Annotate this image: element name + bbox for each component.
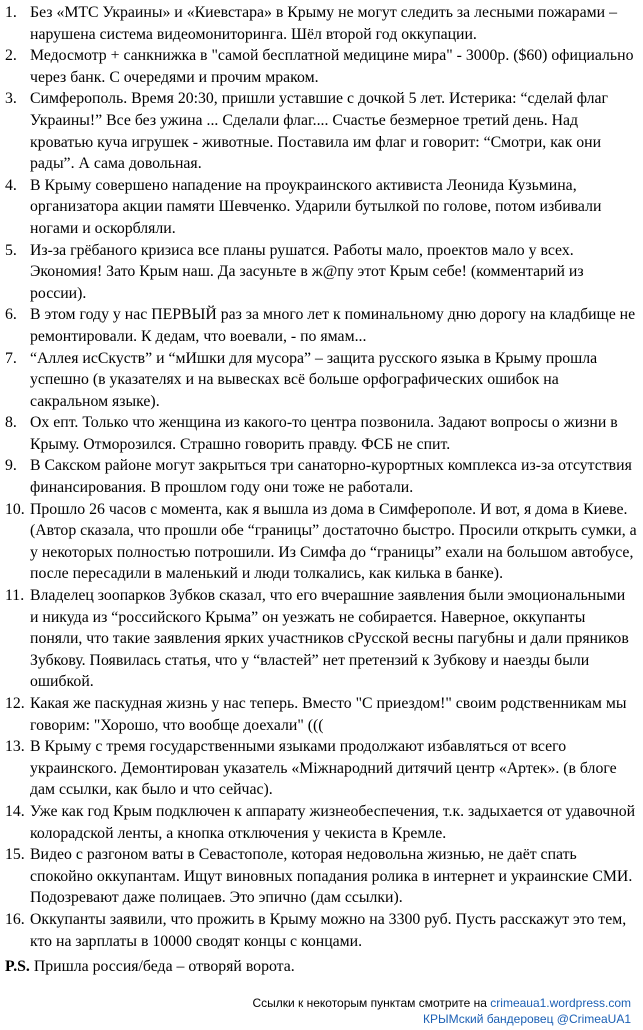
item-number: 11. (5, 587, 25, 605)
item-text: Симферополь. Время 20:30, пришли уставшие с дочкой 5 лет. Истерика: “сделай флаг Украины!” Все без ужина ... Сделали флаг.... Счастье безмерное третий день. Над кроватью куча игрушек - животные. Поставила им флаг и говорит: “Смотри, как они рады”. А сама довольная. (30, 90, 609, 173)
list-item (5, 499, 637, 585)
item-text: Видео с разгоном ваты в Севастополе, которая недовольна жизнью, не даёт спать спокойно оккупантам. Ищут виновных попадания ролика в интернет и украинские СМИ. Подозревают даже полицаев. Это эпично (дам ссылки). (30, 846, 633, 907)
list-item (5, 175, 637, 240)
item-number: 6. (5, 306, 17, 324)
item-text: Из-за грёбаного кризиса все планы рушатся. Работы мало, проектов мало у всех. Экономия! Зато Крым наш. Да засуньте в ж@пу этот Крым себе! (комментарий из россии). (30, 241, 584, 302)
item-number: 3. (5, 90, 17, 108)
item-text: Прошло 26 часов с момента, как я вышла из дома в Симферополе. И вот, я дома в Киеве. (Автор сказала, что прошли обе “границы” достаточно быстро. Просили открыть сумки, а у некоторых полностью потрошили. Из Симфа до “границы” ехали на большом автобусе, после пересадили в маленький и люди толкались, как килька в банке). (30, 500, 637, 583)
item-number: 7. (5, 349, 17, 367)
list-item (5, 844, 637, 909)
postscript-text: Пришла россия/беда – отворяй ворота. (29, 958, 295, 976)
list-item (5, 412, 637, 455)
list-item (5, 455, 637, 498)
item-text: Без «МТС Украины» и «Киевстара» в Крыму не могут следить за лесными пожарами – нарушена система видеомониторинга. Шёл второй год оккупации. (30, 4, 617, 43)
item-text: В Крыму совершено нападение на проукраинского активиста Леонида Кузьмина, организатора акции памяти Шевченко. Ударили бутылкой по голове, потом избивали ногами и оскорбляли. (30, 176, 602, 237)
item-text: Какая же паскудная жизнь у нас теперь. Вместо "С приездом!" своим родственникам мы говорим: "Хорошо, что вообще доехали" ((( (30, 695, 627, 734)
footer-links-note (252, 996, 631, 1011)
item-number: 5. (5, 241, 17, 259)
list-item (5, 88, 637, 174)
item-text: В этом году у нас ПЕРВЫЙ раз за много лет к поминальному дню дорогу на кладбище не ремонтировали. К дедам, что воевали, - по ямам... (30, 306, 636, 345)
item-text: Уже как год Крым подключен к аппарату жизнеобеспечения, т.к. задыхается от удавочной колорадской ленты, а кнопка отключения у чекиста в Кремле. (30, 802, 636, 842)
list-item (5, 909, 637, 952)
item-number: 12. (5, 695, 25, 712)
item-number: 2. (5, 47, 17, 65)
item-text: “Аллея исСкуств” и “мИшки для мусора” – защита русского языка в Крыму прошла успешно (в указателях и на вывесках всё больше орфографических ошибок на сакральном языке). (30, 349, 598, 410)
blog-link[interactable]: crimeaua1.wordpress.com (490, 996, 631, 1010)
list-item (5, 693, 637, 736)
item-number: 15. (5, 846, 25, 864)
footer-signature: КРЫМский бандеровец @CrimeaUA1 (423, 1012, 631, 1026)
news-list (5, 2, 637, 952)
item-text: Оккупанты заявили, что прожить в Крыму можно на 3300 руб. Пусть расскажут это тем, кто на зарплаты в 10000 сводят концы с концами. (30, 910, 627, 950)
list-item (5, 801, 637, 844)
item-number: 10. (5, 500, 25, 518)
item-number: 16. (5, 910, 25, 928)
item-text: Медосмотр + санкнижка в "самой бесплатной медицине мира" - 3000р. ($60) официально через банк. С очередями и прочим мраком. (30, 47, 634, 86)
item-number: 9. (5, 457, 17, 475)
list-item (5, 304, 637, 347)
postscript (5, 956, 637, 978)
list-item (5, 45, 637, 88)
item-number: 14. (5, 802, 25, 820)
item-number: 4. (5, 176, 17, 194)
list-item (5, 585, 637, 693)
list-item (5, 736, 637, 801)
item-text: В Сакском районе могут закрыться три санаторно-курортных комплекса из-за отсутствия финансирования. В прошлом году они тоже не работали. (30, 457, 632, 497)
postscript-label: P.S. (5, 958, 30, 976)
item-number: 13. (5, 738, 25, 756)
item-text: В Крыму с тремя государственными языками продолжают избавляться от всего украинского. Демонтирован указатель «Міжнародний дитячий центр «Артек». (в блоге дам ссылки, как было и что сейчас). (30, 738, 617, 799)
list-item (5, 348, 637, 413)
list-item (5, 2, 637, 45)
item-text: Владелец зоопарков Зубков сказал, что его вчерашние заявления были эмоциональными и никуда из “российского Крыма” он уезжать не собирается. Наверное, оккупанты поняли, что такие заявления ярких участников сРусской весны пагубны и дали пряников Зубкову. Появилась статья, что у “властей” нет претензий к Зубкову и наезды были ошибкой. (30, 587, 629, 691)
footer-links-text: Ссылки к некоторым пунктам смотрите на (252, 996, 491, 1010)
item-number: 8. (5, 414, 17, 432)
list-item (5, 240, 637, 305)
item-text: Ох епт. Только что женщина из какого-то центра позвонила. Задают вопросы о жизни в Крыму. Отморозился. Страшно говорить правду. ФСБ не спит. (30, 414, 618, 453)
item-number: 1. (5, 4, 17, 21)
